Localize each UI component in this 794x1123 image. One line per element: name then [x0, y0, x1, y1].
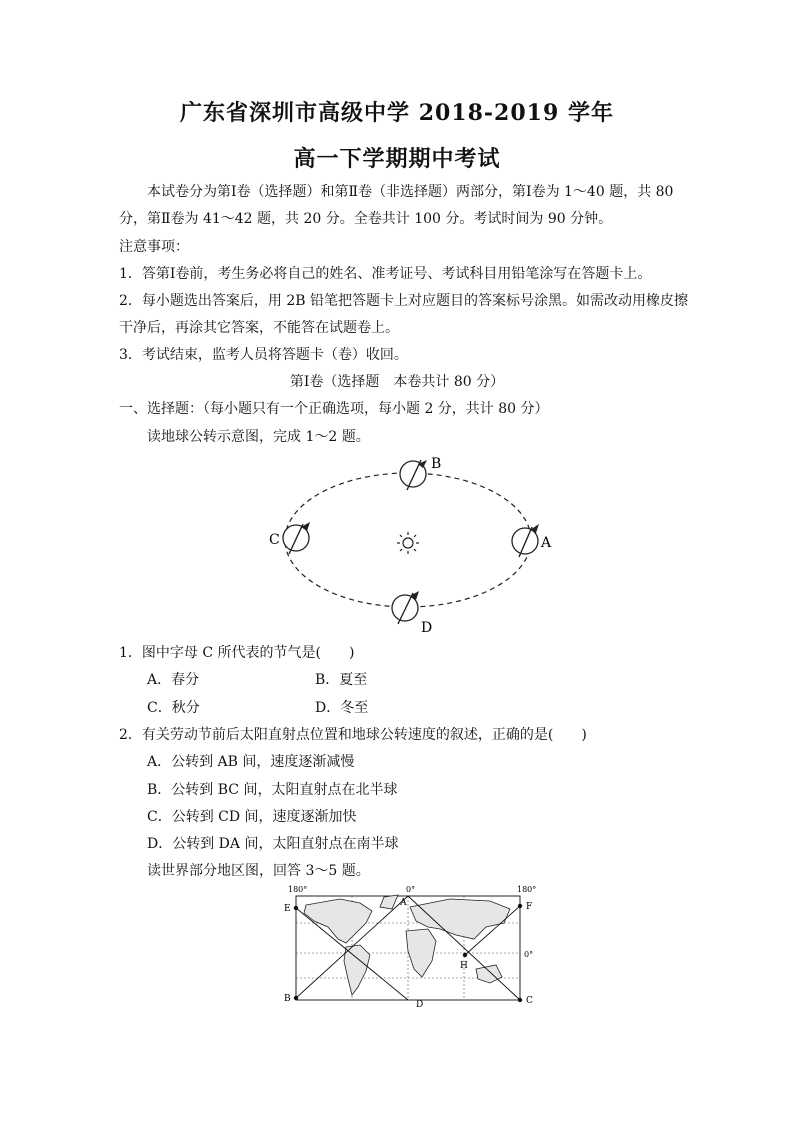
part-one-title: 第Ⅰ卷（选择题 本卷共计 80 分） [289, 374, 505, 390]
question-1-stem: 1．图中字母 C 所代表的节气是( ) [119, 645, 355, 661]
q2-option-a: A．公转到 AB 间，速度逐渐减慢 [147, 754, 355, 770]
earth-icon [400, 460, 427, 490]
instruction-2: 读世界部分地区图，回答 3～5 题。 [147, 863, 370, 879]
note-2-line-2: 干净后，再涂其它答案，不能答在试题卷上。 [119, 320, 399, 336]
q1-option-a: A．春分 [147, 672, 200, 688]
map-point-d: D [416, 1000, 424, 1010]
intro-paragraph-line-2: 分，第Ⅱ卷为 41～42 题，共 20 分。全卷共计 100 分。考试时间为 90 分钟。 [119, 211, 613, 227]
map-point-f: F [526, 902, 533, 912]
q2-option-c: C．公转到 CD 间，速度逐渐加快 [147, 809, 357, 825]
section-heading: 一、选择题：（每小题只有一个正确选项，每小题 2 分，共计 80 分） [119, 401, 549, 417]
notice-title: 注意事项： [119, 239, 189, 255]
world-map [280, 883, 540, 1013]
map-lon-mid: 0° [406, 885, 416, 894]
map-point-c: C [526, 996, 533, 1006]
orbit-label-d: D [421, 620, 433, 636]
continents [304, 895, 510, 995]
instruction-1: 读地球公转示意图，完成 1～2 题。 [147, 429, 370, 445]
note-3: 3．考试结束，监考人员将答题卡（卷）收回。 [119, 347, 408, 363]
q1-option-b: B．夏至 [315, 672, 368, 688]
title-line-2: 高一下学期期中考试 [293, 146, 501, 172]
sun-icon [397, 532, 419, 554]
q1-option-d: D．冬至 [315, 700, 369, 716]
q2-option-d: D．公转到 DA 间，太阳直射点在南半球 [147, 836, 399, 852]
map-point-e: E [284, 904, 291, 914]
note-2-line-1: 2．每小题选出答案后，用 2B 铅笔把答题卡上对应题目的答案标号涂黑。如需改动用橡皮擦 [119, 293, 689, 309]
orbit-diagram [255, 448, 565, 638]
q2-option-b: B．公转到 BC 间，太阳直射点在北半球 [147, 782, 398, 798]
earth-icon [512, 524, 539, 557]
orbit-label-c: C [269, 532, 280, 548]
earth-icon [392, 591, 419, 624]
intro-paragraph-line-1: 本试卷分为第Ⅰ卷（选择题）和第Ⅱ卷（非选择题）两部分，第Ⅰ卷为 1～40 题，共 80 [147, 184, 674, 200]
map-point-a: A [400, 898, 407, 908]
question-2-stem: 2．有关劳动节前后太阳直射点位置和地球公转速度的叙述，正确的是( ) [119, 727, 587, 743]
map-lon-right: 180° [517, 885, 537, 894]
note-1: 1．答第Ⅰ卷前，考生务必将自己的姓名、准考证号、考试科目用铅笔涂写在答题卡上。 [119, 266, 652, 282]
q1-option-c: C．秋分 [147, 700, 200, 716]
map-lon-left: 180° [288, 885, 308, 894]
map-point-b: B [284, 994, 291, 1004]
orbit-label-b: B [431, 456, 442, 472]
map-point-h: H [460, 961, 468, 971]
orbit-label-a: A [541, 535, 552, 551]
title-line-1: 广东省深圳市高级中学 2018-2019 学年 [180, 100, 614, 126]
map-lat-equator: 0° [524, 950, 534, 959]
